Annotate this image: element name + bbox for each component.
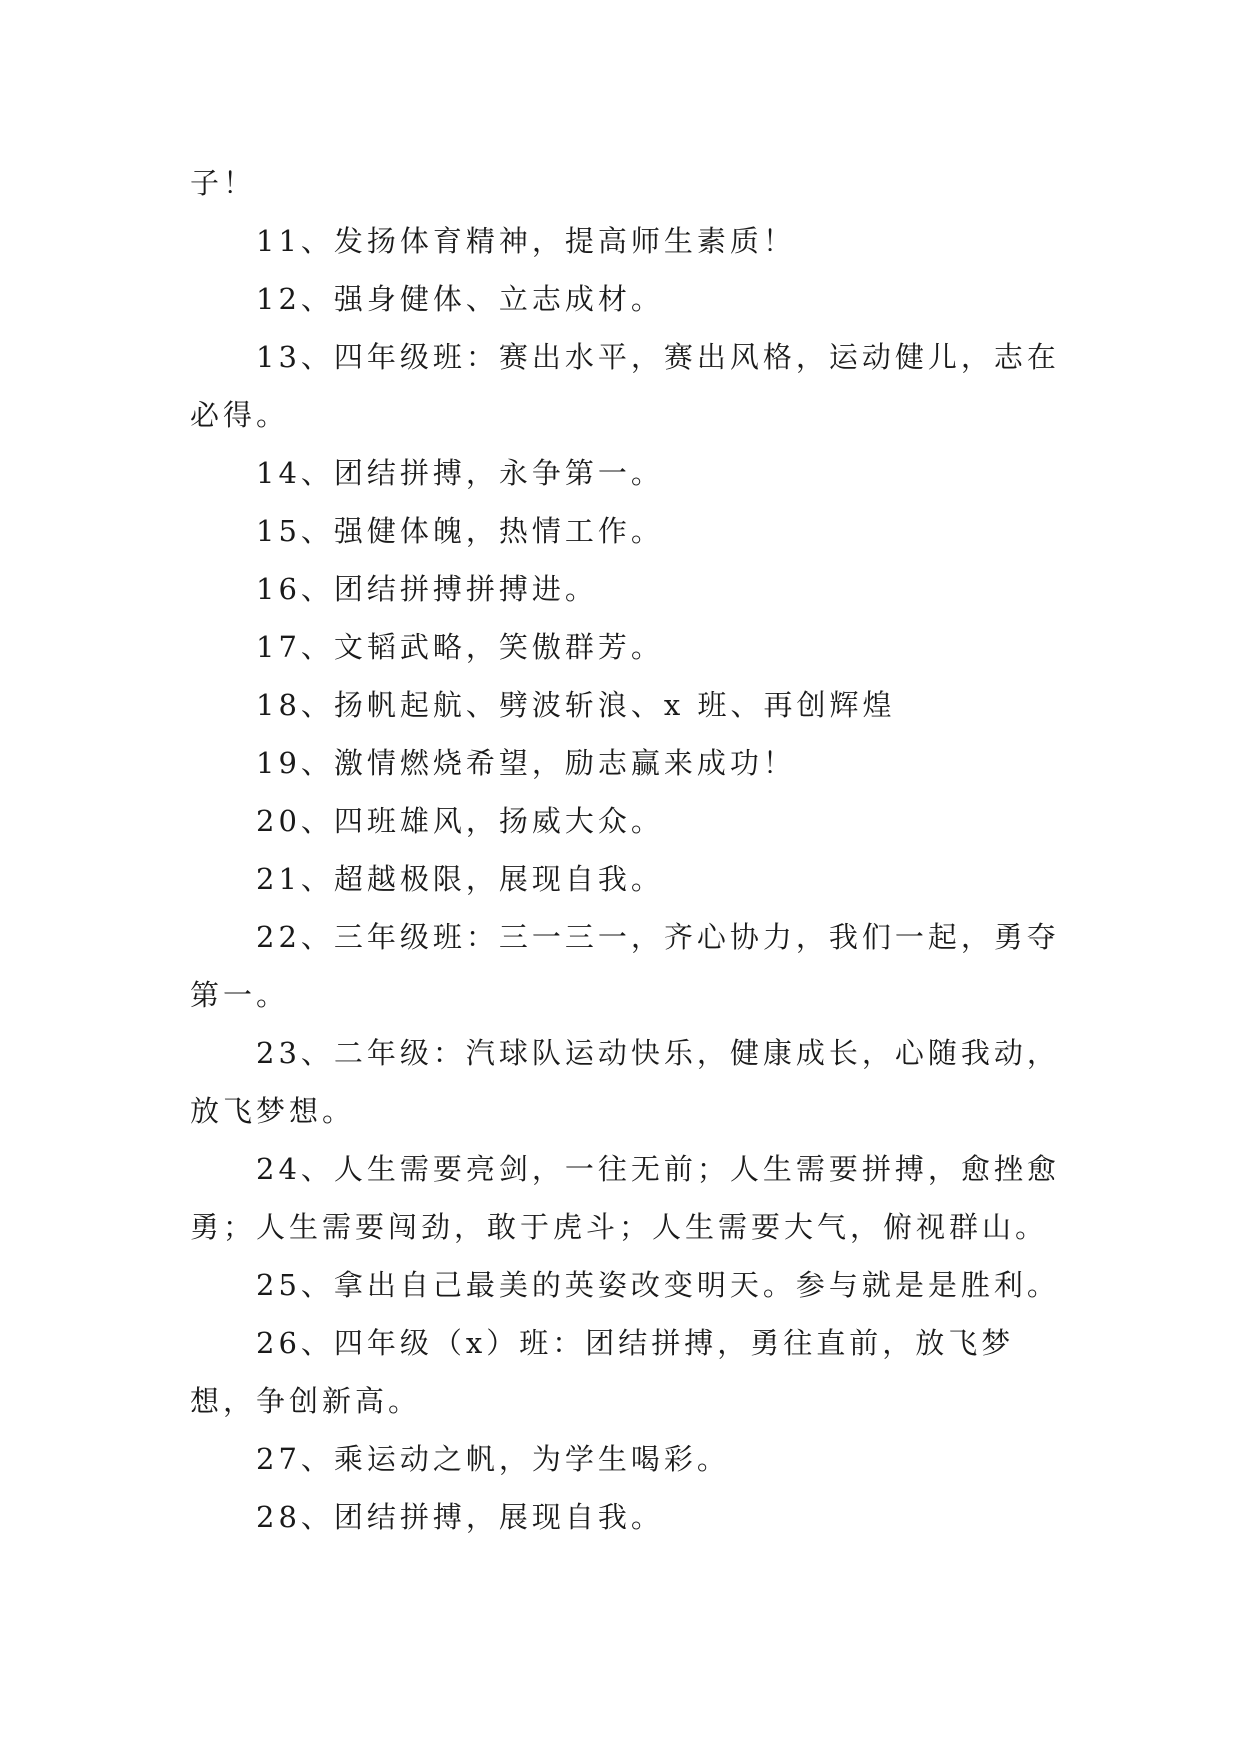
slogan-item-28: 28、团结拼搏，展现自我。 — [256, 1500, 664, 1534]
slogan-item-18: 18、扬帆起航、劈波斩浪、x 班、再创辉煌 — [256, 688, 896, 722]
slogan-item-24: 24、人生需要亮剑，一往无前；人生需要拼搏，愈挫愈勇；人生需要闯劲，敢于虎斗；人生需要大气，俯视群山。 — [190, 1152, 1060, 1244]
slogan-item-19: 19、激情燃烧希望，励志赢来成功！ — [256, 746, 796, 780]
slogan-item-11: 11、发扬体育精神，提高师生素质！ — [256, 224, 796, 258]
slogan-item-26: 26、四年级（x）班：团结拼搏，勇往直前，放飞梦想，争创新高。 — [190, 1326, 1015, 1418]
paragraph-continuation: 子！ — [190, 166, 257, 200]
slogan-item-13: 13、四年级班：赛出水平，赛出风格，运动健儿，志在必得。 — [190, 340, 1060, 432]
slogan-item-12: 12、强身健体、立志成材。 — [256, 282, 664, 316]
slogan-item-14: 14、团结拼搏，永争第一。 — [256, 456, 664, 490]
slogan-item-23: 23、二年级：汽球队运动快乐，健康成长，心随我动，放飞梦想。 — [190, 1036, 1060, 1128]
slogan-item-17: 17、文韬武略，笑傲群芳。 — [256, 630, 664, 664]
document-body — [190, 154, 1060, 1546]
slogan-item-22: 22、三年级班：三一三一，齐心协力，我们一起，勇夺第一。 — [190, 920, 1060, 1012]
slogan-item-27: 27、乘运动之帆，为学生喝彩。 — [256, 1442, 730, 1476]
slogan-item-21: 21、超越极限，展现自我。 — [256, 862, 664, 896]
slogan-item-20: 20、四班雄风，扬威大众。 — [256, 804, 664, 838]
slogan-item-25: 25、拿出自己最美的英姿改变明天。参与就是是胜利。 — [256, 1268, 1060, 1302]
slogan-item-15: 15、强健体魄，热情工作。 — [256, 514, 664, 548]
slogan-item-16: 16、团结拼搏拼搏进。 — [256, 572, 598, 606]
